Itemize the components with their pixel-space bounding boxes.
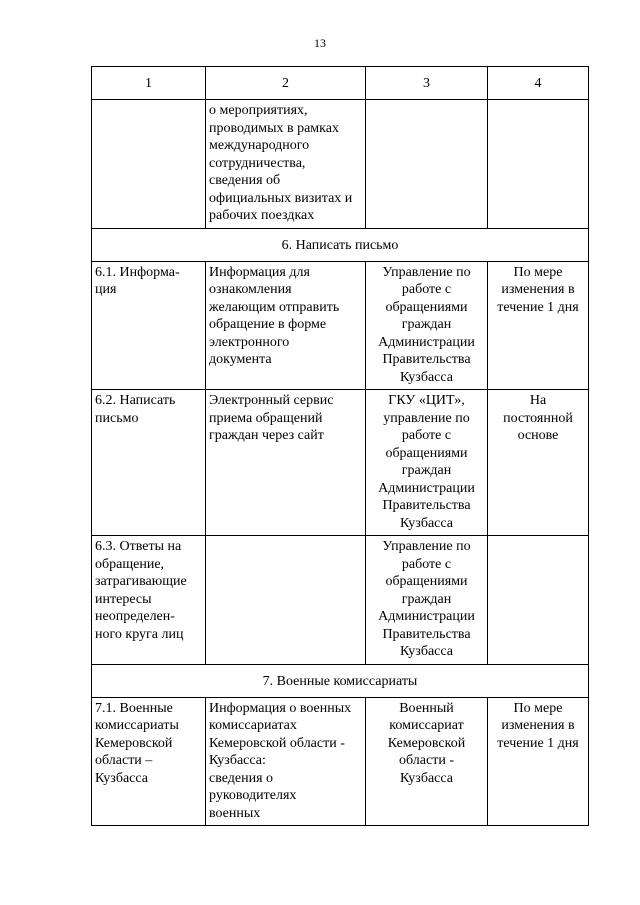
table-cell: 6.3. Ответы на обращение, затрагивающие интересы неопределен- ного круга лиц	[92, 536, 206, 665]
table-row	[92, 536, 589, 665]
table-cell	[488, 100, 589, 229]
table-cell	[488, 536, 589, 665]
table-row	[92, 697, 589, 826]
table-cell: Военный комиссариат Кемеровской области - Кузбасса	[366, 697, 488, 826]
table-header-row	[92, 67, 589, 100]
table-cell: о мероприятиях, проводимых в рамках международного сотрудничества, сведения об официальных визитах и рабочих поездках	[206, 100, 366, 229]
table-cell: На постоянной основе	[488, 390, 589, 536]
table-cell	[92, 100, 206, 229]
page-number: 13	[314, 36, 326, 50]
table-cell: ГКУ «ЦИТ», управление по работе с обращениями граждан Администрации Правительства Кузбасса	[366, 390, 488, 536]
table-cell: Управление по работе с обращениями граждан Администрации Правительства Кузбасса	[366, 536, 488, 665]
column-header-1: 1	[92, 67, 206, 100]
section-row	[92, 664, 589, 697]
section-title: 6. Написать письмо	[92, 228, 589, 261]
table-row	[92, 261, 589, 390]
column-header-4: 4	[488, 67, 589, 100]
document-table	[91, 66, 589, 826]
table-cell: Информация для ознакомления желающим отправить обращение в форме электронного документа	[206, 261, 366, 390]
table-row	[92, 390, 589, 536]
table-cell: 6.2. Написать письмо	[92, 390, 206, 536]
table-cell: Электронный сервис приема обращений граждан через сайт	[206, 390, 366, 536]
table-cell: По мере изменения в течение 1 дня	[488, 697, 589, 826]
table-cell: По мере изменения в течение 1 дня	[488, 261, 589, 390]
table-row	[92, 100, 589, 229]
section-row	[92, 228, 589, 261]
table-cell: 6.1. Информа- ция	[92, 261, 206, 390]
table-cell: Информация о военных комиссариатах Кемеровской области - Кузбасса: сведения о руководителях военных	[206, 697, 366, 826]
table-cell: 7.1. Военные комиссариаты Кемеровской области – Кузбасса	[92, 697, 206, 826]
column-header-2: 2	[206, 67, 366, 100]
table-cell	[206, 536, 366, 665]
section-title: 7. Военные комиссариаты	[92, 664, 589, 697]
column-header-3: 3	[366, 67, 488, 100]
table-cell: Управление по работе с обращениями граждан Администрации Правительства Кузбасса	[366, 261, 488, 390]
table-cell	[366, 100, 488, 229]
